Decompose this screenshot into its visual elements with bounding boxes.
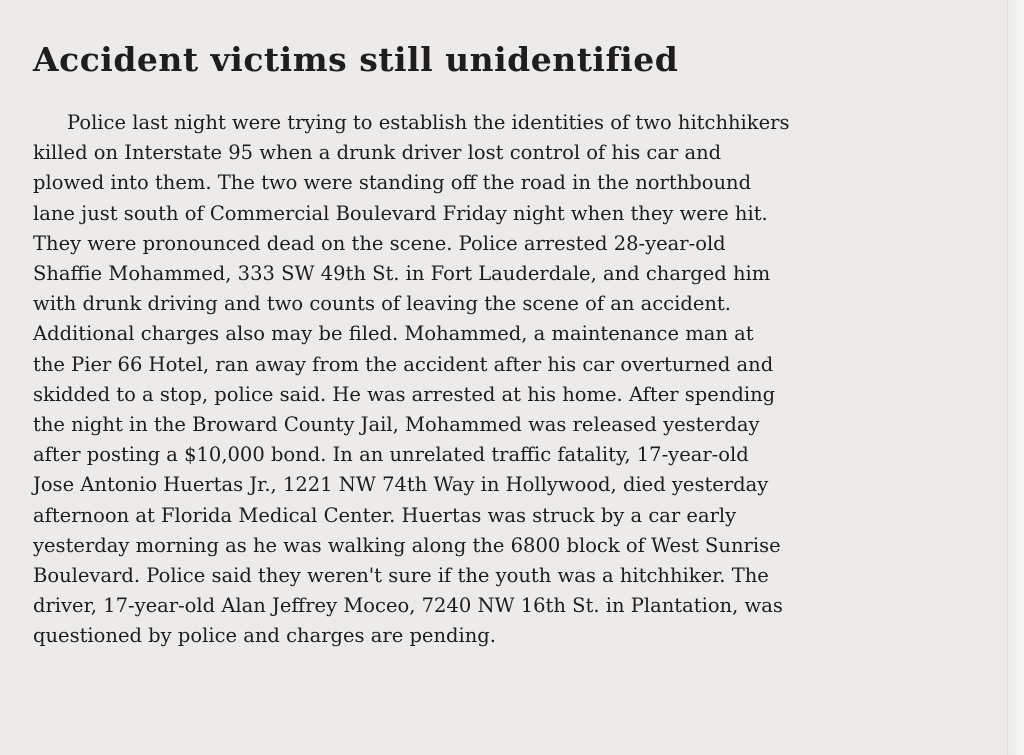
article-line: after posting a $10,000 bond. In an unrelated traffic fatality, 17-year-old: [33, 443, 749, 467]
article-line: skidded to a stop, police said. He was arrested at his home. After spending: [33, 382, 776, 406]
article-line: Police last night were trying to establish the identities of two hitchhikers: [67, 111, 790, 134]
article-line: They were pronounced dead on the scene. Police arrested 28-year-old: [33, 231, 726, 255]
article-line: Boulevard. Police said they weren't sure if the youth was a hitchhiker. The: [33, 564, 769, 588]
article-line: driver, 17-year-old Alan Jeffrey Moceo, 7240 NW 16th St. in Plantation, was: [33, 594, 783, 618]
article-line: Shaffie Mohammed, 333 SW 49th St. in Fort Lauderdale, and charged him: [33, 262, 771, 286]
article-line: Additional charges also may be filed. Mohammed, a maintenance man at: [33, 322, 754, 346]
article-line: plowed into them. The two were standing off the road in the northbound: [33, 171, 752, 195]
page-edge: [1007, 0, 1024, 755]
article-line: yesterday morning as he was walking along the 6800 block of West Sunrise: [33, 533, 781, 557]
article-body: [33, 108, 1005, 652]
article-line: with drunk driving and two counts of leaving the scene of an accident.: [33, 292, 731, 316]
article-headline: Accident victims still unidentified: [33, 40, 679, 79]
article-line: the Pier 66 Hotel, ran away from the accident after his car overturned and: [33, 352, 774, 376]
article-line: questioned by police and charges are pending.: [33, 624, 496, 648]
article-line: the night in the Broward County Jail, Mohammed was released yesterday: [33, 413, 760, 437]
article-line: afternoon at Florida Medical Center. Huertas was struck by a car early: [33, 503, 737, 527]
article-line: lane just south of Commercial Boulevard Friday night when they were hit.: [33, 201, 768, 225]
article-line: killed on Interstate 95 when a drunk driver lost control of his car and: [33, 141, 722, 165]
article-line: Jose Antonio Huertas Jr., 1221 NW 74th Way in Hollywood, died yesterday: [33, 473, 769, 497]
